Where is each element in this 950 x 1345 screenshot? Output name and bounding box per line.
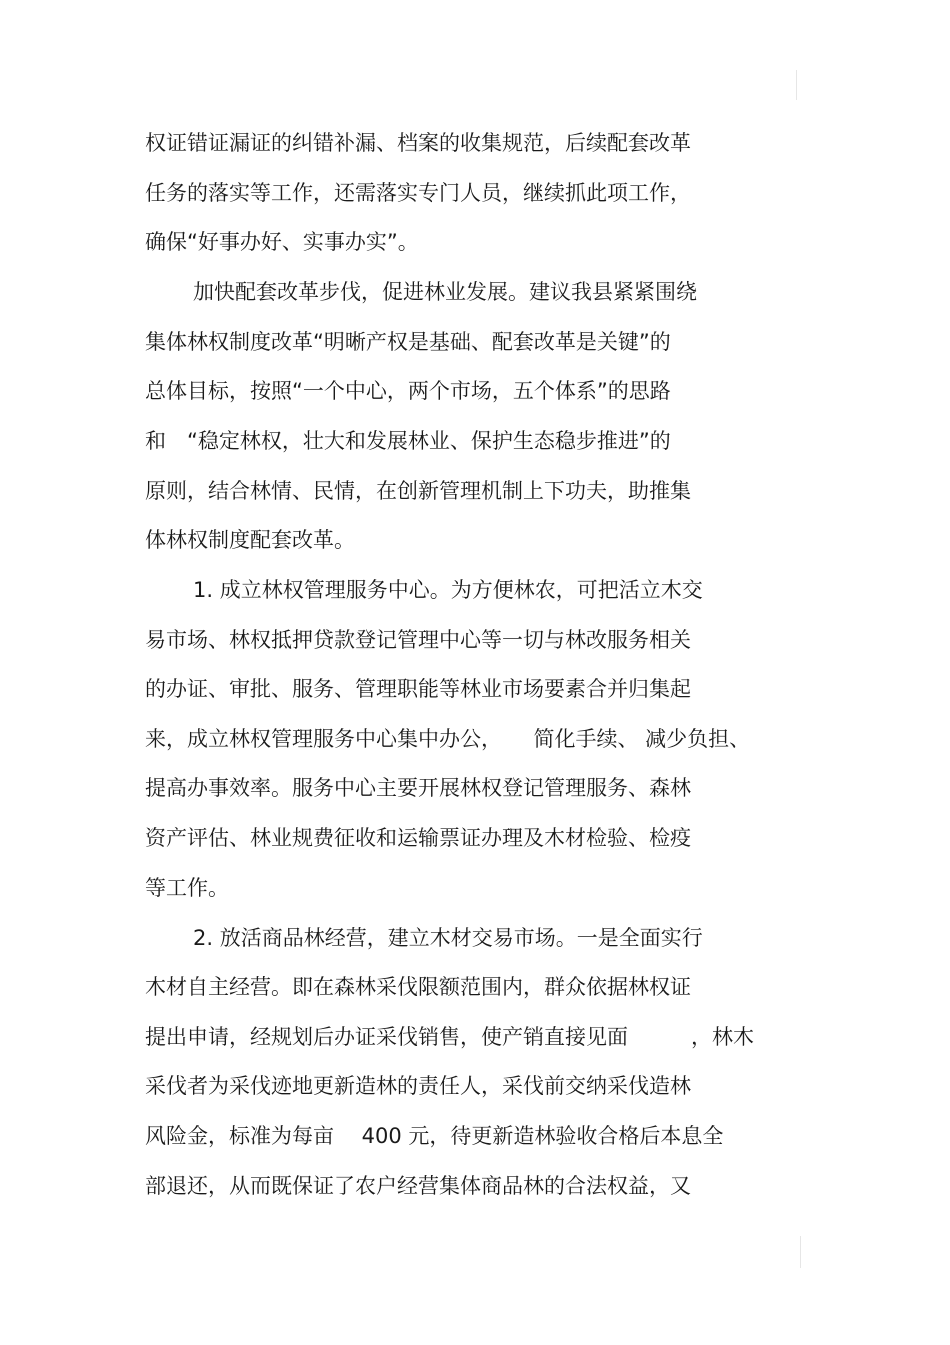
- text-line: 易市场、林权抵押贷款登记管理中心等一切与林改服务相关: [145, 628, 691, 652]
- page-edge-mark: [796, 70, 797, 100]
- text-line: 采伐者为采伐迹地更新造林的责任人，采伐前交纳采伐造林: [145, 1074, 691, 1098]
- text-line: 木材自主经营。即在森林采伐限额范围内，群众依据林权证: [145, 975, 691, 999]
- paragraph-first-line: 加快配套改革步伐，促进林业发展。建议我县紧紧围绕: [193, 280, 697, 304]
- text-line: 确保“好事办好、实事办实”。: [145, 230, 419, 254]
- text-line: 等工作。: [145, 876, 229, 900]
- text-line: 总体目标，按照“一个中心，两个市场，五个体系”的思路: [145, 379, 671, 403]
- paragraph-first-line: 1. 成立林权管理服务中心。为方便林农，可把活立木交: [193, 578, 703, 602]
- text-line: 风险金，标准为每亩 400 元，待更新造林验收合格后本息全: [145, 1124, 724, 1148]
- text-line: 来，成立林权管理服务中心集中办公， 简化手续、 减少负担、: [145, 727, 751, 751]
- text-line: 资产评估、林业规费征收和运输票证办理及木材检验、检疫: [145, 826, 691, 850]
- text-line: 任务的落实等工作，还需落实专门人员，继续抓此项工作，: [145, 181, 691, 205]
- page-edge-mark: [800, 1236, 801, 1268]
- text-line: 和 “稳定林权，壮大和发展林业、保护生态稳步推进”的: [145, 429, 671, 453]
- text-line: 原则，结合林情、民情，在创新管理机制上下功夫，助推集: [145, 479, 691, 503]
- text-line: 提高办事效率。服务中心主要开展林权登记管理服务、森林: [145, 776, 691, 800]
- text-line: 集体林权制度改革“明晰产权是基础、配套改革是关键”的: [145, 330, 671, 354]
- paragraph-first-line: 2. 放活商品林经营，建立木材交易市场。一是全面实行: [193, 926, 703, 950]
- text-line: 体林权制度配套改革。: [145, 528, 355, 552]
- text-line: 权证错证漏证的纠错补漏、档案的收集规范，后续配套改革: [145, 131, 691, 155]
- text-line: 提出申请，经规划后办证采伐销售，使产销直接见面 ，林木: [145, 1025, 754, 1049]
- text-line: 的办证、审批、服务、管理职能等林业市场要素合并归集起: [145, 677, 691, 701]
- text-line: 部退还，从而既保证了农户经营集体商品林的合法权益，又: [145, 1174, 691, 1198]
